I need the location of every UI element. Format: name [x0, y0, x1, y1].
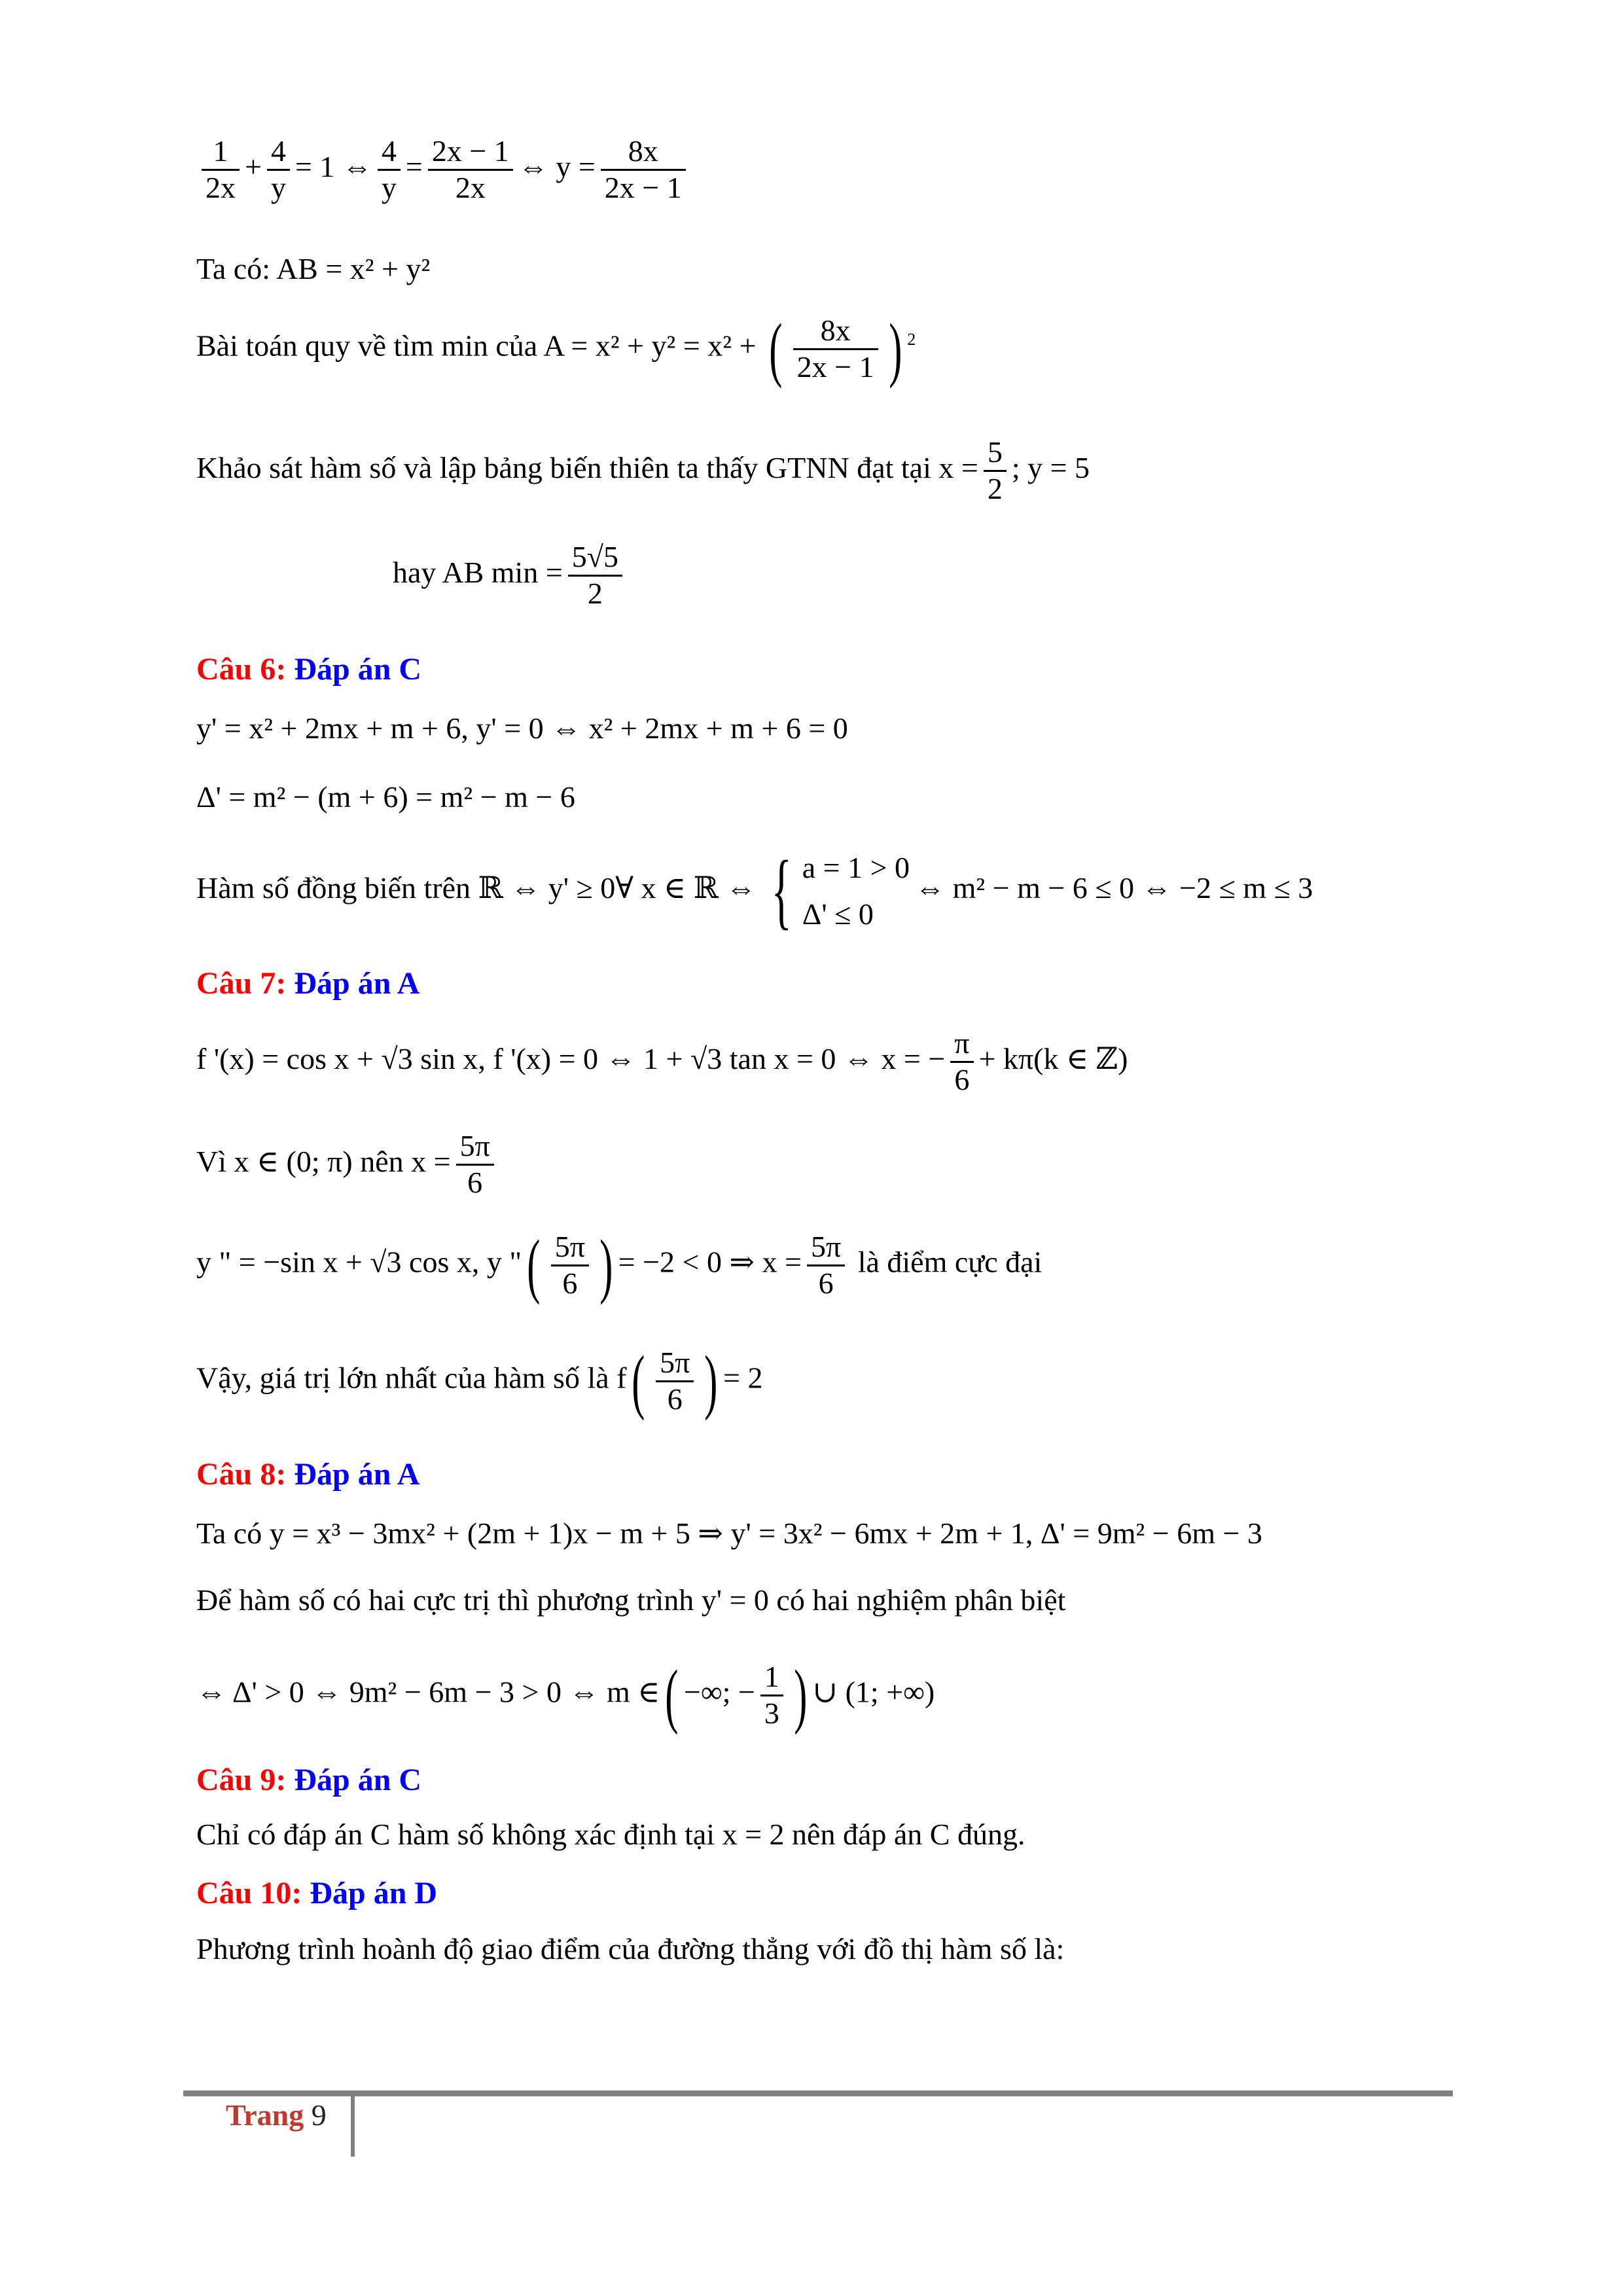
left-paren: ( — [632, 1341, 645, 1421]
right-paren: ) — [704, 1341, 718, 1421]
math-text: Khảo sát hàm số và lập bảng biến thiên ta thấy GTNN đạt tại x = — [196, 450, 978, 484]
page-footer — [226, 2098, 327, 2132]
text-line-ab: Ta có: AB = x² + y² — [196, 252, 431, 285]
equation-line-7b — [196, 1129, 499, 1200]
fraction-numerator: 2x − 1 — [428, 134, 513, 171]
answer-label: Đáp án A — [294, 966, 420, 1001]
question-heading-8 — [196, 1456, 419, 1492]
system-row: Δ' ≤ 0 — [802, 897, 874, 931]
question-number: Câu 10: — [196, 1876, 302, 1910]
math-text: y " = −sin x + √3 cos x, y " — [196, 1245, 522, 1279]
fraction-numerator: 5√5 — [568, 540, 622, 577]
question-heading-10 — [196, 1875, 437, 1911]
answer-label: Đáp án D — [310, 1876, 438, 1910]
answer-label: Đáp án C — [294, 1763, 422, 1797]
equation-line-6a: y' = x² + 2mx + m + 6, y' = 0 ⇔ x² + 2mx + m + 6 = 0 — [196, 711, 848, 745]
answer-label: Đáp án C — [294, 652, 422, 687]
question-number: Câu 7: — [196, 966, 287, 1001]
fraction-denominator: 6 — [467, 1165, 483, 1199]
fraction-numerator: 8x — [601, 134, 686, 171]
math-text: = −2 < 0 ⇒ x = — [618, 1245, 802, 1279]
equation-line-7d — [196, 1341, 763, 1421]
math-text: + kπ(k ∈ ℤ) — [978, 1041, 1128, 1075]
question-heading-7 — [196, 965, 419, 1001]
answer-label: Đáp án A — [294, 1457, 420, 1492]
math-text: = 1 ⇔ — [294, 149, 372, 183]
text-line-khaosat — [196, 435, 1090, 507]
math-text: ⇔ m² − m − 6 ≤ 0 ⇔ −2 ≤ m ≤ 3 — [915, 870, 1313, 905]
right-paren: ) — [888, 309, 902, 389]
math-text: = 2 — [723, 1361, 763, 1395]
question-number: Câu 6: — [196, 652, 287, 687]
question-number: Câu 8: — [196, 1457, 287, 1492]
left-paren: ( — [769, 309, 783, 389]
equation-line-6b: Δ' = m² − (m + 6) = m² − m − 6 — [196, 780, 575, 814]
exponent: 2 — [907, 330, 916, 350]
math-text: ⇔ Δ' > 0 ⇔ 9m² − 6m − 3 > 0 ⇔ m ∈ — [196, 1675, 660, 1709]
right-paren: ) — [599, 1225, 613, 1305]
fraction-numerator: 8x — [793, 314, 878, 350]
equation-system — [761, 844, 910, 938]
fraction-denominator: 6 — [818, 1266, 834, 1300]
fraction-denominator: 2 — [987, 471, 1003, 505]
equation-line-1: $\frac{1}{2x}$ + $\frac{4}{y}$ = 1 ⇔ $\frac{4}{y}$ = $\frac{2x - 1}{2x}$ ⇔ y = $\frac{8x}{2x - 1}$ — [196, 134, 691, 206]
left-paren: ( — [665, 1655, 679, 1735]
equation-line-7a — [196, 1026, 1128, 1098]
fraction-numerator: π — [950, 1026, 973, 1063]
fraction-numerator: 5π — [807, 1230, 845, 1266]
fraction-numerator: 5π — [456, 1129, 494, 1166]
footer-label: Trang — [226, 2098, 304, 2132]
brace: { — [771, 844, 793, 939]
question-number: Câu 9: — [196, 1763, 287, 1797]
text-line-8b: Để hàm số có hai cực trị thì phương trình y' = 0 có hai nghiệm phân biệt — [196, 1583, 1066, 1617]
fraction-numerator: 1 — [760, 1660, 783, 1696]
math-text: Vậy, giá trị lớn nhất của hàm số là f — [196, 1361, 627, 1395]
fraction-numerator: 4 — [267, 134, 290, 171]
text-line-min — [196, 309, 916, 389]
equation-line-8c — [196, 1655, 935, 1735]
text-line-9: Chỉ có đáp án C hàm số không xác định tại x = 2 nên đáp án C đúng. — [196, 1818, 1026, 1851]
math-text: hay AB min = — [393, 555, 563, 589]
math-text: là điểm cực đại — [850, 1245, 1043, 1279]
text-line-abmin — [393, 540, 628, 611]
fraction-denominator: y — [270, 170, 286, 204]
fraction-denominator: 2x − 1 — [604, 170, 682, 204]
right-paren: ) — [794, 1655, 808, 1735]
system-row: a = 1 > 0 — [802, 851, 910, 884]
fraction-denominator: 6 — [954, 1062, 970, 1096]
fraction-denominator: y — [381, 170, 397, 204]
math-text: ∪ (1; +∞) — [812, 1675, 935, 1709]
footer-rule — [183, 2090, 1453, 2096]
fraction-numerator: 5π — [656, 1346, 694, 1382]
text-line-10: Phương trình hoành độ giao điểm của đường thẳng với đồ thị hàm số là: — [196, 1932, 1065, 1965]
equation-line-6c — [196, 844, 1313, 938]
math-text: ⇔ y = — [518, 149, 596, 183]
math-text: ; y = 5 — [1011, 450, 1090, 484]
fraction-denominator: 2x — [455, 170, 486, 204]
math-text: f '(x) = cos x + √3 sin x, f '(x) = 0 ⇔ 1 + √3 tan x = 0 ⇔ x = − — [196, 1041, 946, 1075]
footer-divider — [351, 2094, 355, 2157]
fraction-denominator: 6 — [667, 1382, 683, 1416]
fraction-numerator: 1 — [202, 134, 240, 171]
page-number: 9 — [311, 2098, 327, 2132]
fraction-denominator: 6 — [562, 1266, 578, 1300]
fraction-denominator: 3 — [764, 1696, 779, 1730]
math-text: Bài toán quy về tìm min của A = x² + y² = x² + — [196, 329, 757, 363]
fraction-numerator: 4 — [378, 134, 401, 171]
equation-line-7c — [196, 1225, 1043, 1305]
fraction-denominator: 2x — [205, 170, 236, 204]
question-heading-9 — [196, 1762, 421, 1798]
fraction-denominator: 2x − 1 — [796, 350, 874, 384]
equation-line-8a: Ta có y = x³ − 3mx² + (2m + 1)x − m + 5 ⇒ y' = 3x² − 6mx + 2m + 1, Δ' = 9m² − 6m − 3 — [196, 1516, 1262, 1550]
question-heading-6 — [196, 651, 421, 687]
fraction-numerator: 5 — [984, 435, 1007, 472]
fraction-denominator: 2 — [587, 576, 603, 610]
math-text: −∞; − — [683, 1675, 755, 1709]
fraction-numerator: 5π — [551, 1230, 589, 1266]
math-text: Hàm số đồng biến trên ℝ ⇔ y' ≥ 0∀ x ∈ ℝ ⇔ — [196, 870, 757, 905]
math-text: Vì x ∈ (0; π) nên x = — [196, 1144, 451, 1178]
left-paren: ( — [527, 1225, 541, 1305]
